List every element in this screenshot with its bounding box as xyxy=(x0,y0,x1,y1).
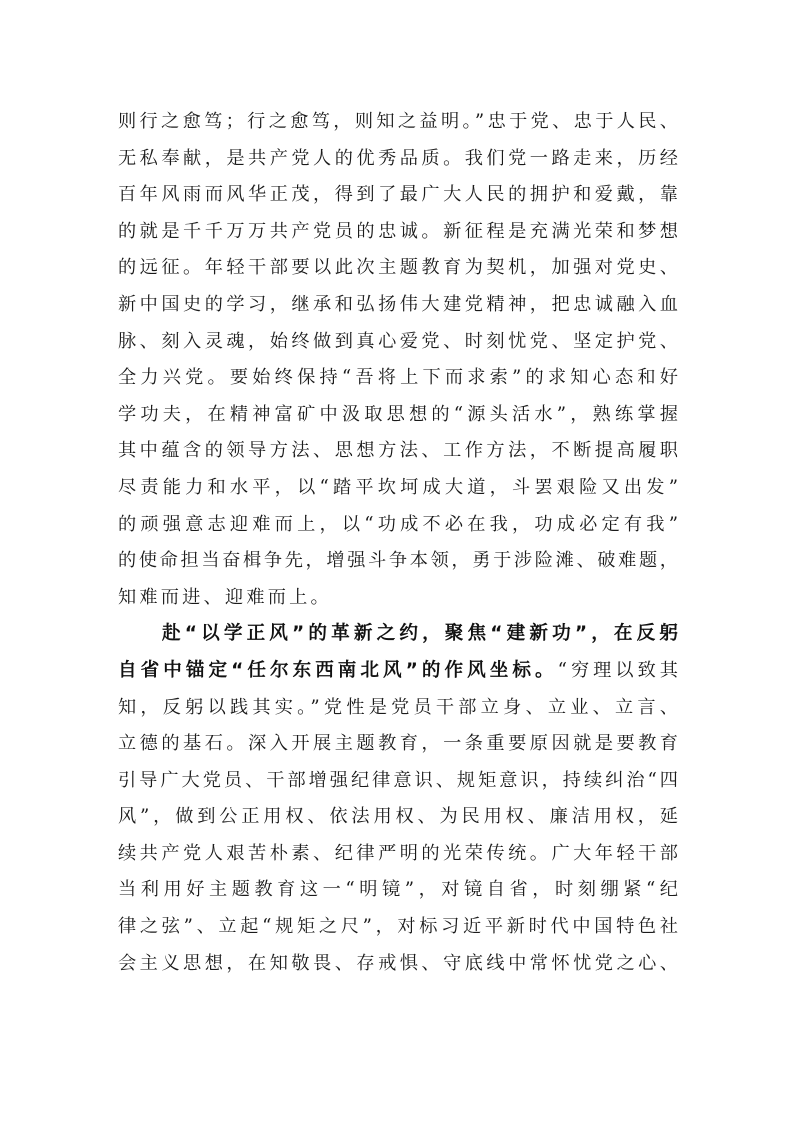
text-line: 新中国史的学习，继承和弘扬伟大建党精神，把忠诚融入血 xyxy=(118,293,678,315)
paragraph-style-rectification xyxy=(118,616,678,982)
text-line: 学功夫，在精神富矿中汲取思想的“源头活水”，熟练掌握 xyxy=(118,403,678,425)
quote-start: “穷理以致其 xyxy=(557,659,678,681)
text-line: 的顽强意志迎难而上，以“功成不必在我，功成必定有我” xyxy=(118,513,678,535)
text-line: 引导广大党员、干部增强纪律意识、规矩意识，持续纠治“四 xyxy=(118,769,678,791)
text-line: 则行之愈笃；行之愈笃，则知之益明。”忠于党、忠于人民、 xyxy=(118,111,678,132)
text-line: 的使命担当奋楫争先，增强斗争本领，勇于涉险滩、破难题， xyxy=(118,550,678,572)
mixed-line xyxy=(118,653,678,690)
text-line: 脉、刻入灵魂，始终做到真心爱党、时刻忧党、坚定护党、 xyxy=(118,330,678,352)
section-heading-line: 赴“以学正风”的革新之约，聚焦“建新功”，在反躬 xyxy=(162,623,678,645)
text-line: 尽责能力和水平，以“踏平坎坷成大道，斗罢艰险又出发” xyxy=(118,476,678,498)
text-line: 其中蕴含的领导方法、思想方法、工作方法，不断提高履职 xyxy=(118,440,678,462)
text-line: 的远征。年轻干部要以此次主题教育为契机，加强对党史、 xyxy=(118,257,678,279)
text-line: 知，反躬以践其实。”党性是党员干部立身、立业、立言、 xyxy=(118,696,678,718)
text-line: 立德的基石。深入开展主题教育，一条重要原因就是要教育 xyxy=(118,733,678,755)
text-line: 续共产党人艰苦朴素、纪律严明的光荣传统。广大年轻干部 xyxy=(118,842,678,864)
text-line: 百年风雨而风华正茂，得到了最广大人民的拥护和爱戴，靠 xyxy=(118,184,678,206)
text-line: 的就是千千万万共产党员的忠诚。新征程是充满光荣和梦想 xyxy=(118,220,678,242)
text-line: 无私奉献，是共产党人的优秀品质。我们党一路走来，历经 xyxy=(118,147,678,169)
text-line: 风”，做到公正用权、依法用权、为民用权、廉洁用权，延 xyxy=(118,806,678,828)
text-line: 律之弦”、立起“规矩之尺”，对标习近平新时代中国特色社 xyxy=(118,916,678,938)
text-line: 当利用好主题教育这一“明镜”，对镜自省，时刻绷紧“纪 xyxy=(118,879,678,901)
document-body xyxy=(118,104,678,982)
paragraph-loyalty xyxy=(118,104,678,616)
text-line: 全力兴党。要始终保持“吾将上下而求索”的求知心态和好 xyxy=(118,367,678,389)
text-line: 会主义思想，在知敬畏、存戒惧、守底线中常怀忧党之心、 xyxy=(118,952,678,974)
text-line: 知难而进、迎难而上。 xyxy=(118,586,332,608)
section-heading-end: 自省中锚定“任尔东西南北风”的作风坐标。 xyxy=(118,659,558,681)
